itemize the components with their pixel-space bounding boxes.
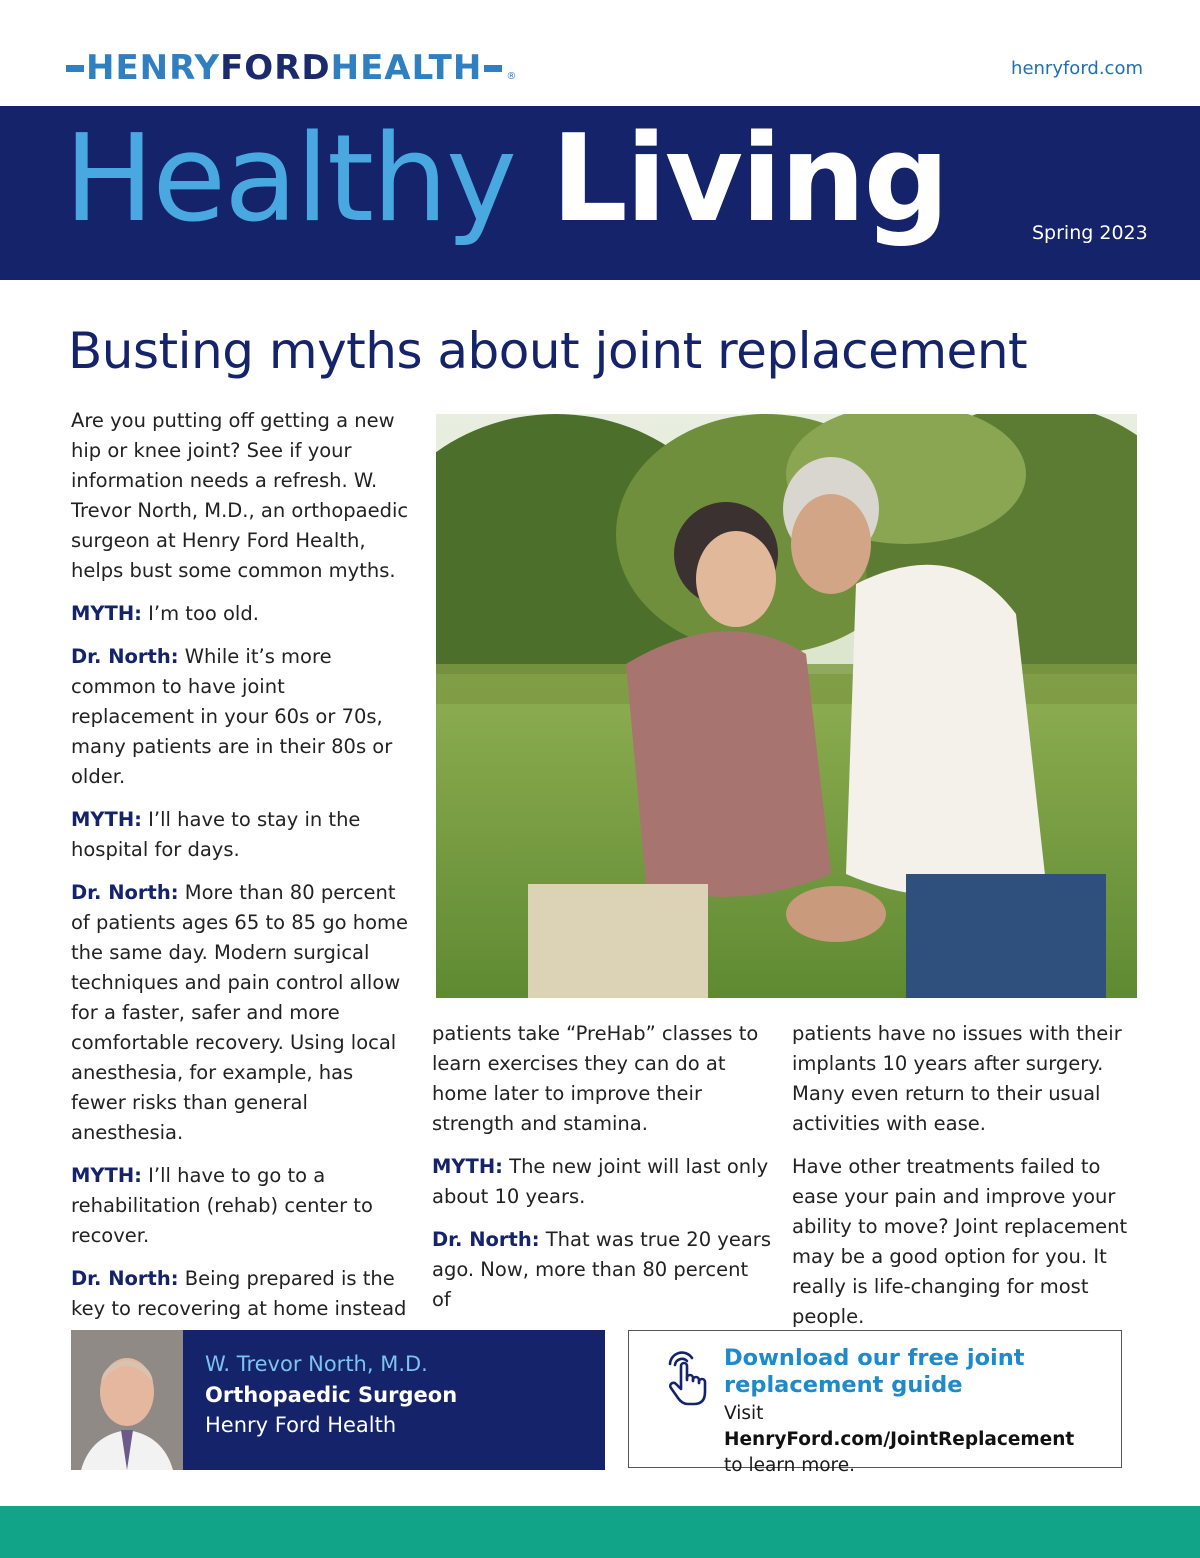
doctor-label: Dr. North: <box>432 1228 540 1251</box>
answer-text: More than 80 percent of patients ages 65 to 85 go home the same day. Modern surgical techniques and pain control allow for a faster, safer and more comfortable recovery. Using local anesthesia, for example, has fewer risks than general anesthesia. <box>71 881 409 1144</box>
myth-label: MYTH: <box>71 808 142 831</box>
article-headline: Busting myths about joint replacement <box>68 322 1028 380</box>
tap-hand-icon <box>662 1348 712 1408</box>
answer-text: While it’s more common to have joint replacement in your 60s or 70s, many patients are in their 80s or older. <box>71 645 393 788</box>
author-name: W. Trevor North, M.D. <box>205 1352 428 1376</box>
doctor-label: Dr. North: <box>71 645 179 668</box>
download-guide-text <box>724 1401 1104 1479</box>
edition-label: Spring 2023 <box>1032 222 1148 244</box>
footer-band <box>0 1506 1200 1558</box>
article-column-1 <box>71 406 411 1397</box>
article-intro: Are you putting off getting a new hip or knee joint? See if your information needs a refresh. W. Trevor North, M.D., an orthopaedic surgeon at Henry Ford Health, helps bust some common myths. <box>71 409 409 582</box>
article-column-3 <box>792 1019 1137 1345</box>
visit-label: Visit <box>724 1403 764 1424</box>
myth-text: I’ll have to stay in the hospital for days. <box>71 808 361 861</box>
author-portrait-illustration <box>71 1330 183 1470</box>
myth-paragraph <box>71 805 411 865</box>
website-link[interactable]: henryford.com <box>1011 58 1143 79</box>
registered-mark: ® <box>506 71 517 82</box>
download-guide-title[interactable]: Download our free joint replacement guide <box>724 1345 1025 1398</box>
closing-paragraph: Have other treatments failed to ease your pain and improve your ability to move? Joint replacement may be a good option for you. It really is life-changing for most people. <box>792 1155 1128 1328</box>
answer-paragraph <box>71 642 411 792</box>
myth-text: The new joint will last only about 10 years. <box>432 1155 769 1208</box>
logo-dash-icon <box>66 65 84 72</box>
myth-label: MYTH: <box>71 602 142 625</box>
doctor-label: Dr. North: <box>71 881 179 904</box>
henry-ford-health-logo[interactable] <box>64 46 516 90</box>
logo-text-health: HEALTH <box>330 48 483 88</box>
masthead-title-living: Living <box>551 110 948 249</box>
learn-more-label: to learn more. <box>724 1455 855 1476</box>
answer-paragraph <box>432 1225 772 1315</box>
continued-paragraph: patients take “PreHab” classes to learn exercises they can do at home later to improve their strength and stamina. <box>432 1022 759 1135</box>
answer-text: That was true 20 years ago. Now, more than 80 percent of <box>432 1228 771 1311</box>
author-organization: Henry Ford Health <box>205 1413 397 1437</box>
myth-paragraph <box>71 1161 411 1251</box>
continued-paragraph: patients have no issues with their implants 10 years after surgery. Many even return to their usual activities with ease. <box>792 1022 1122 1135</box>
couple-photo-illustration <box>436 414 1137 998</box>
logo-text-ford: FORD <box>220 48 331 88</box>
logo-text-henry: HENRY <box>86 48 221 88</box>
myth-paragraph <box>71 599 411 629</box>
logo-dash-icon <box>484 65 502 72</box>
masthead-title <box>64 108 948 252</box>
answer-paragraph <box>71 878 411 1148</box>
doctor-label: Dr. North: <box>71 1267 179 1290</box>
myth-label: MYTH: <box>71 1164 142 1187</box>
answer-text: Being prepared is the key to recovering at home instead <box>71 1267 407 1320</box>
myth-label: MYTH: <box>432 1155 503 1178</box>
article-column-2 <box>432 1019 772 1328</box>
author-role: Orthopaedic Surgeon <box>205 1383 458 1407</box>
myth-text: I’ll have to go to a rehabilitation (rehab) center to recover. <box>71 1164 373 1247</box>
masthead-title-healthy: Healthy <box>64 110 516 249</box>
myth-paragraph <box>432 1152 772 1212</box>
joint-replacement-link[interactable]: HenryFord.com/JointReplacement <box>724 1429 1075 1450</box>
author-photo <box>71 1330 183 1470</box>
couple-photo <box>436 414 1137 998</box>
myth-text: I’m too old. <box>141 602 259 625</box>
